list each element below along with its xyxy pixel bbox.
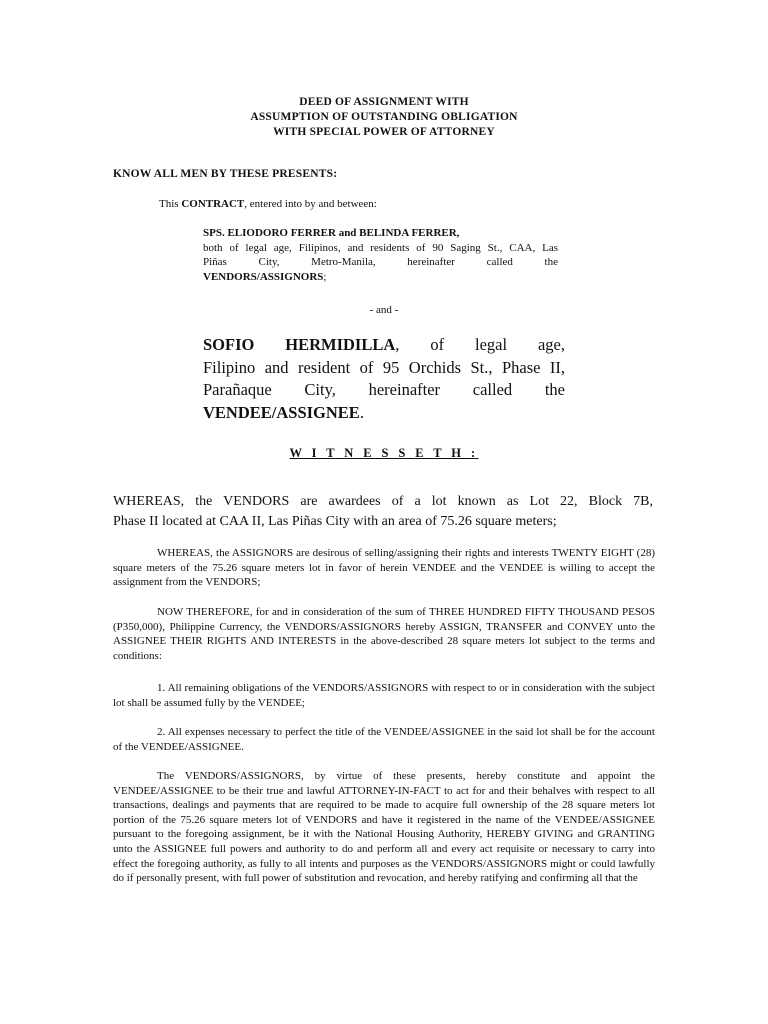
vendors-appoint-text: The VENDORS/ASSIGNORS, by virtue of these presents, hereby constitute and appoint the VENDEE/ASSIGNEE to be their true and lawful ATTORNEY-IN-FACT to act for and their behalves with respect to all transactions, dealings and payments that are required to be made to acquire full ownership of the 28 square meters lot portion of the 75.26 square meters lot of VENDORS and have it registered in the name of the VENDEE/ASSIGNEE pursuant to the foregoing assignment, be it with the National Housing Authority, HEREBY GIVING and GRANTING unto the ASSIGNEE full powers and authority to do and perform all and every act requisite or necessary to carry into effect the foregoing authority, as fully to all intents and purposes as the VENDORS/ASSIGNORS might or could lawfully do if personally present, with full power of substitution and revocation, and hereby ratifying and confirming all that the	[113, 770, 655, 885]
vendee-line-2: Filipino and resident of 95 Orchids St., Phase II,	[203, 357, 565, 377]
title-line-2: ASSUMPTION OF OUTSTANDING OBLIGATION	[250, 111, 518, 123]
title-line-1: DEED OF ASSIGNMENT WITH	[299, 96, 469, 108]
vendors-line-1: both of legal age, Filipinos, and residents of 90 Saging St., CAA, Las	[203, 241, 558, 254]
vendee-line-1	[203, 334, 565, 357]
contract-intro-line	[159, 198, 377, 210]
document-title	[0, 95, 768, 140]
condition-item-2	[113, 725, 655, 754]
contract-pre: This	[159, 198, 182, 210]
vendee-label-after: .	[359, 402, 364, 422]
vendors-label: VENDORS/ASSIGNORS	[203, 270, 324, 283]
and-separator: - and -	[369, 304, 399, 316]
title-line-3: WITH SPECIAL POWER OF ATTORNEY	[273, 126, 495, 138]
now-therefore-paragraph	[113, 605, 655, 663]
vendee-name: SOFIO HERMIDILLA	[203, 335, 396, 354]
whereas1-line-1: WHEREAS, the VENDORS are awardees of a lot known as Lot 22, Block 7B,	[113, 494, 653, 509]
vendee-line-3: Parañaque City, hereinafter called the	[203, 380, 565, 399]
contract-bold: CONTRACT	[181, 198, 245, 210]
vendors-label-after: ;	[323, 270, 327, 283]
item2-text: 2. All expenses necessary to perfect the title of the VENDEE/ASSIGNEE in the said lot shall be for the account of the VENDEE/ASSIGNEE.	[113, 726, 655, 753]
vendors-label-line	[203, 270, 558, 285]
now-therefore-text: NOW THEREFORE, for and in consideration of the sum of THREE HUNDRED FIFTY THOUSAND PESOS (P350,000), Philippine Currency, the VENDORS/ASSIGNORS hereby ASSIGN, TRANSFER and CONVEY unto the ASSIGNEE THEIR RIGHTS AND INTERESTS in the above-described 28 square meters lot subject to the terms and conditions:	[113, 606, 655, 662]
know-all-men-heading: KNOW ALL MEN BY THESE PRESENTS:	[113, 168, 338, 180]
whereas1-line-2: Phase II located at CAA II, Las Piñas City with an area of 75.26 square meters;	[113, 514, 557, 529]
vendee-label-line	[203, 402, 565, 425]
whereas-assignors-paragraph	[113, 546, 655, 590]
condition-item-1	[113, 681, 655, 710]
vendors-names: SPS. ELIODORO FERRER and BELINDA FERRER,	[203, 227, 460, 239]
vendee-label: VENDEE/ASSIGNEE	[203, 402, 360, 422]
item1-text: 1. All remaining obligations of the VENDORS/ASSIGNORS with respect to or in consideration with the subject lot shall be assumed fully by the VENDEE;	[113, 682, 655, 709]
whereas2-text: WHEREAS, the ASSIGNORS are desirous of selling/assigning their rights and interests TWENTY EIGHT (28) square meters of the 75.26 square meters lot in favor of herein VENDEE and the VENDEE is willing to accept the assignment from the VENDORS;	[113, 547, 655, 589]
vendee-party-block	[203, 334, 565, 424]
vendors-party-block	[203, 226, 558, 284]
attorney-in-fact-paragraph	[113, 769, 655, 886]
vendors-line-2: Piñas City, Metro-Manila, hereinafter called the	[203, 256, 558, 269]
vendee-line-1-after: , of legal age,	[395, 335, 565, 354]
witnesseth-heading: W I T N E S S E T H :	[289, 446, 479, 460]
contract-post: , entered into by and between:	[244, 198, 377, 210]
whereas-awardees-paragraph	[113, 492, 653, 532]
